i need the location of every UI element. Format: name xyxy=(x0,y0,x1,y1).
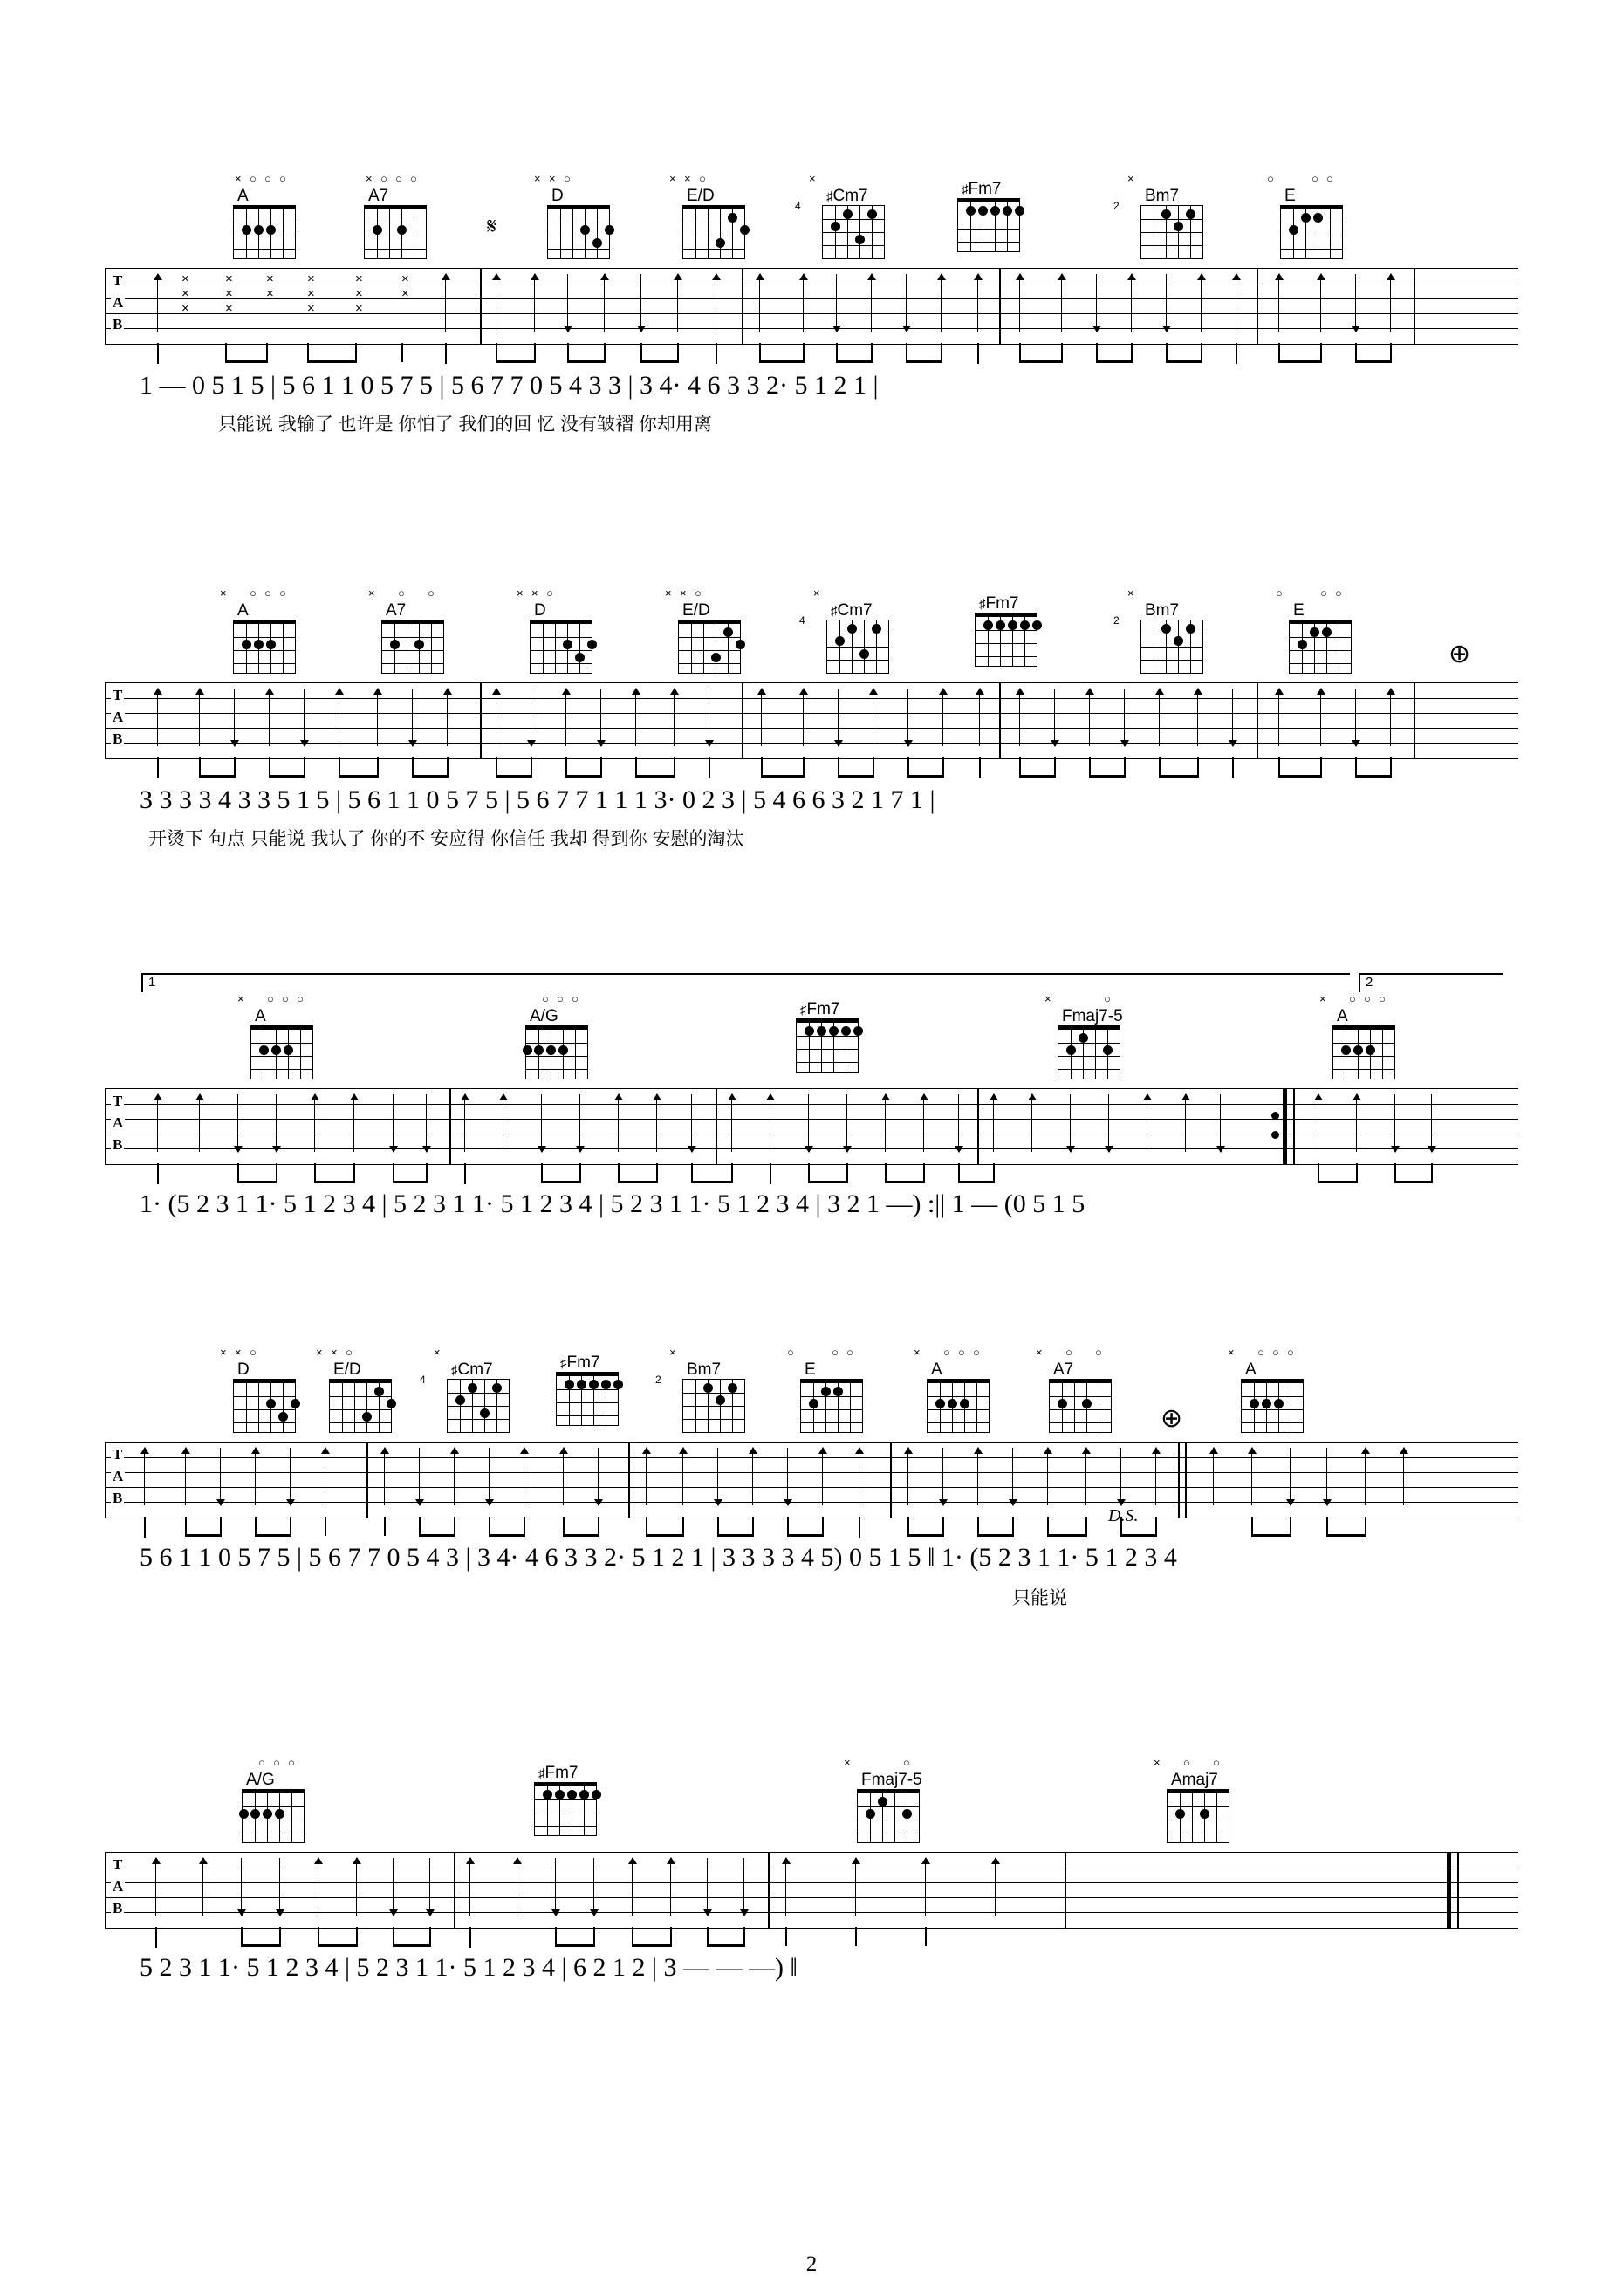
chord-diagram: ♯Cm7 × 4 xyxy=(432,1361,516,1433)
chord-diagram xyxy=(541,1354,625,1426)
rhythm-beams xyxy=(105,757,1448,780)
chord-grid xyxy=(242,1789,305,1843)
chord-grid xyxy=(534,1782,597,1836)
chord-name: Bm7 xyxy=(1145,187,1180,205)
chord-name: E xyxy=(1284,187,1296,205)
coda-sign: ⊕ xyxy=(1161,1404,1183,1433)
chord-grid xyxy=(1058,1025,1120,1079)
page-number: 2 xyxy=(805,2252,818,2276)
chord-fret-number: 2 xyxy=(655,1374,661,1386)
chord-name: ♯Fm7 xyxy=(962,180,1002,198)
chord-grid xyxy=(364,205,427,259)
chord-name: ♯Cm7 xyxy=(826,187,868,205)
lyrics-line: 只能说 我输了 也许是 你怕了 我们的回 忆 没有皱褶 你却用离 xyxy=(218,415,712,435)
staff-letter-t: T xyxy=(113,687,123,703)
chord-name: Bm7 xyxy=(687,1360,722,1379)
numbered-notation: 3 3 3 3 4 3 3 5 1 5 | 5 6 1 1 0 5 7 5 | 5 6 7 7 1 1 1 3· 0 2 3 | 5 4 6 6 3 2 1 7 1 | xyxy=(140,785,935,814)
chord-name: A xyxy=(237,601,249,620)
chord-diagram: A7 × ○ ○ xyxy=(1034,1361,1118,1433)
chord-diagram: D × × ○ xyxy=(515,602,599,674)
chord-diagram xyxy=(942,181,1026,252)
system-2 xyxy=(105,586,1518,849)
staff-letter-b: B xyxy=(113,1900,123,1916)
chord-grid xyxy=(927,1379,990,1433)
chord-grid xyxy=(1049,1379,1112,1433)
chord-grid xyxy=(1280,205,1343,259)
chord-name: E/D xyxy=(333,1360,361,1379)
numbered-notation: 1 — 0 5 1 5 | 5 6 1 1 0 5 7 5 | 5 6 7 7 0 5 4 3 3 | 3 4· 4 6 3 3 2· 5 1 2 1 | xyxy=(140,371,879,400)
chord-name: A7 xyxy=(1053,1360,1074,1379)
chord-diagram xyxy=(960,595,1044,667)
chord-name: E xyxy=(1293,601,1305,620)
staff-letter-t: T xyxy=(113,1093,123,1109)
chord-grid xyxy=(682,205,745,259)
chord-grid xyxy=(233,620,296,674)
chord-diagram: E/D × × ○ xyxy=(668,188,751,259)
chord-name: A/G xyxy=(246,1771,275,1789)
chord-name: Fmaj7-5 xyxy=(1062,1007,1123,1025)
numbered-notation: 5 2 3 1 1· 5 1 2 3 4 | 5 2 3 1 1· 5 1 2 3 4 | 6 2 1 2 | 3 — — —) ‖ xyxy=(140,1953,798,1982)
chord-diagram: A7 × ○ ○ ○ xyxy=(349,188,433,259)
chord-name: Amaj7 xyxy=(1171,1771,1218,1789)
chord-grid xyxy=(1140,620,1203,674)
chord-diagram: A × ○ ○ ○ xyxy=(1318,1008,1401,1079)
chord-diagram: E/D × × ○ xyxy=(314,1361,398,1433)
chord-name: D xyxy=(534,601,546,620)
chord-diagram: E ○ ○ ○ xyxy=(1265,188,1349,259)
chord-diagram: D × × ○ xyxy=(218,1361,302,1433)
chord-grid xyxy=(1140,205,1203,259)
ending-2-label: 2 xyxy=(1366,975,1373,990)
chord-diagram xyxy=(781,1001,865,1073)
chord-name: Fmaj7-5 xyxy=(861,1771,922,1789)
chord-name: D xyxy=(237,1360,250,1379)
staff-letter-a: A xyxy=(113,1468,124,1484)
chord-diagram: A × ○ ○ ○ xyxy=(1226,1361,1310,1433)
chord-name: ♯Fm7 xyxy=(538,1764,579,1782)
chord-diagram: Amaj7 × ○ ○ xyxy=(1152,1772,1236,1843)
rhythm-beams xyxy=(105,343,1448,366)
chord-name: ♯Cm7 xyxy=(831,601,873,620)
chord-diagram: D × × ○ xyxy=(532,188,616,259)
staff-letter-t: T xyxy=(113,1446,123,1463)
ending-1-bracket xyxy=(141,973,1350,975)
repeat-dot xyxy=(1271,1112,1279,1120)
ending-2-bracket xyxy=(1359,973,1503,975)
chord-grid xyxy=(826,620,889,674)
chord-grid xyxy=(530,620,592,674)
staff-letter-t: T xyxy=(113,272,123,289)
repeat-dot xyxy=(1271,1131,1279,1139)
chord-grid xyxy=(547,205,610,259)
chord-diagram: A × ○ ○ ○ xyxy=(912,1361,996,1433)
chord-grid xyxy=(796,1018,859,1073)
ending-2-tick xyxy=(1359,973,1360,992)
staff-letter-t: T xyxy=(113,1856,123,1873)
chord-diagram: ♯Cm7 × 4 xyxy=(807,188,891,259)
chord-name: A xyxy=(237,187,249,205)
chord-diagram: E ○ ○ ○ xyxy=(1274,602,1358,674)
chord-diagram: E/D × × ○ xyxy=(663,602,747,674)
staff-letter-a: A xyxy=(113,1114,124,1131)
staff-letter-a: A xyxy=(113,1878,124,1895)
chord-fret-number: 4 xyxy=(799,614,805,627)
staff-letter-a: A xyxy=(113,294,124,311)
chord-grid xyxy=(1289,620,1352,674)
chord-name: ♯Fm7 xyxy=(979,594,1019,613)
chord-fret-number: 2 xyxy=(1113,614,1120,627)
tab-staff xyxy=(105,1088,1518,1165)
tab-staff xyxy=(105,682,1518,759)
rhythm-beams xyxy=(105,1517,1448,1539)
chord-diagram: Fmaj7-5 × ○ xyxy=(1043,1008,1127,1079)
chord-grid xyxy=(250,1025,313,1079)
chord-diagram: A × ○ ○ ○ xyxy=(236,1008,319,1079)
ending-1-label: 1 xyxy=(148,975,156,990)
chord-name: A7 xyxy=(386,601,407,620)
numbered-notation: 5 6 1 1 0 5 7 5 | 5 6 7 7 0 5 4 3 | 3 4· 4 6 3 3 2· 5 1 2 1 | 3 3 3 3 4 5) 0 5 1 5 ‖ 1· (5 2 3 1 1· 5 1 2 3 4 xyxy=(140,1543,1177,1572)
chord-grid xyxy=(800,1379,863,1433)
chord-diagram: A7 × ○ ○ xyxy=(366,602,450,674)
chord-diagram: A × ○ ○ ○ xyxy=(218,188,302,259)
chord-diagram: Bm7 × 2 xyxy=(668,1361,751,1433)
chord-diagram: A/G ○ ○ ○ xyxy=(227,1772,311,1843)
chord-grid xyxy=(556,1372,619,1426)
chord-grid xyxy=(1332,1025,1395,1079)
chord-name: Bm7 xyxy=(1145,601,1180,620)
chord-grid xyxy=(1241,1379,1304,1433)
rhythm-beams xyxy=(105,1927,1466,1950)
system-3 xyxy=(105,975,1518,1218)
chord-diagram: E ○ ○ ○ xyxy=(785,1361,869,1433)
chord-grid xyxy=(957,198,1020,252)
chord-grid xyxy=(447,1379,510,1433)
system-5 xyxy=(105,1756,1518,1982)
staff-letter-b: B xyxy=(113,1490,123,1506)
tab-staff xyxy=(105,1852,1518,1929)
staff-letter-b: B xyxy=(113,1136,123,1153)
chord-fret-number: 2 xyxy=(1113,200,1120,212)
chord-name: A xyxy=(931,1360,942,1379)
chord-diagram: A × ○ ○ ○ xyxy=(218,602,302,674)
chord-diagram: Fmaj7-5 × ○ xyxy=(842,1772,926,1843)
chord-grid xyxy=(857,1789,920,1843)
lyrics-line: 开烫下 句点 只能说 我认了 你的不 安应得 你信任 我却 得到你 安慰的淘汰 xyxy=(148,829,744,849)
ending-1-tick xyxy=(141,973,143,992)
chord-grid xyxy=(233,205,296,259)
system-4 xyxy=(105,1346,1518,1608)
chord-diagram: Bm7 × 2 xyxy=(1126,602,1209,674)
chord-grid xyxy=(975,613,1037,667)
chord-fret-number: 4 xyxy=(420,1374,426,1386)
chord-grid xyxy=(381,620,444,674)
chord-grid xyxy=(525,1025,588,1079)
chord-name: E/D xyxy=(682,601,710,620)
chord-name: A7 xyxy=(368,187,389,205)
chord-diagram: A/G ○ ○ ○ xyxy=(510,1008,594,1079)
system-1 xyxy=(105,172,1518,435)
chord-name: ♯Fm7 xyxy=(560,1354,600,1372)
ds-marking: D.S. xyxy=(1108,1506,1139,1525)
tab-staff: T A B × × × × × × × × × × × × × × × × xyxy=(105,268,1518,345)
chord-name: A xyxy=(1245,1360,1257,1379)
chord-name: D xyxy=(551,187,564,205)
staff-letter-a: A xyxy=(113,709,124,725)
lyrics-line: 只能说 xyxy=(1012,1588,1067,1608)
chord-name: E xyxy=(805,1360,816,1379)
chord-grid xyxy=(678,620,741,674)
rhythm-beams xyxy=(105,1163,1466,1186)
chord-name: E/D xyxy=(687,187,715,205)
chord-name: A/G xyxy=(530,1007,558,1025)
chord-grid xyxy=(329,1379,392,1433)
chord-grid xyxy=(682,1379,745,1433)
chord-diagram: Bm7 × 2 xyxy=(1126,188,1209,259)
chord-grid xyxy=(233,1379,296,1433)
chord-fret-number: 4 xyxy=(795,200,801,212)
staff-letter-b: B xyxy=(113,316,123,332)
coda-sign: ⊕ xyxy=(1448,640,1471,668)
chord-name: A xyxy=(255,1007,266,1025)
chord-diagram xyxy=(519,1765,603,1836)
numbered-notation: 1· (5 2 3 1 1· 5 1 2 3 4 | 5 2 3 1 1· 5 1 2 3 4 | 5 2 3 1 1· 5 1 2 3 4 | 3 2 1 —) :|| 1 — (0 5 1 5 xyxy=(140,1189,1085,1218)
tab-staff xyxy=(105,1442,1518,1518)
segno-sign: 𝄋 xyxy=(487,214,497,239)
chord-grid xyxy=(1167,1789,1229,1843)
staff-letter-b: B xyxy=(113,730,123,747)
chord-name: ♯Fm7 xyxy=(800,1000,840,1018)
chord-diagram: ♯Cm7 × 4 xyxy=(812,602,895,674)
chord-grid xyxy=(822,205,885,259)
chord-name: ♯Cm7 xyxy=(451,1360,493,1379)
chord-name: A xyxy=(1337,1007,1348,1025)
